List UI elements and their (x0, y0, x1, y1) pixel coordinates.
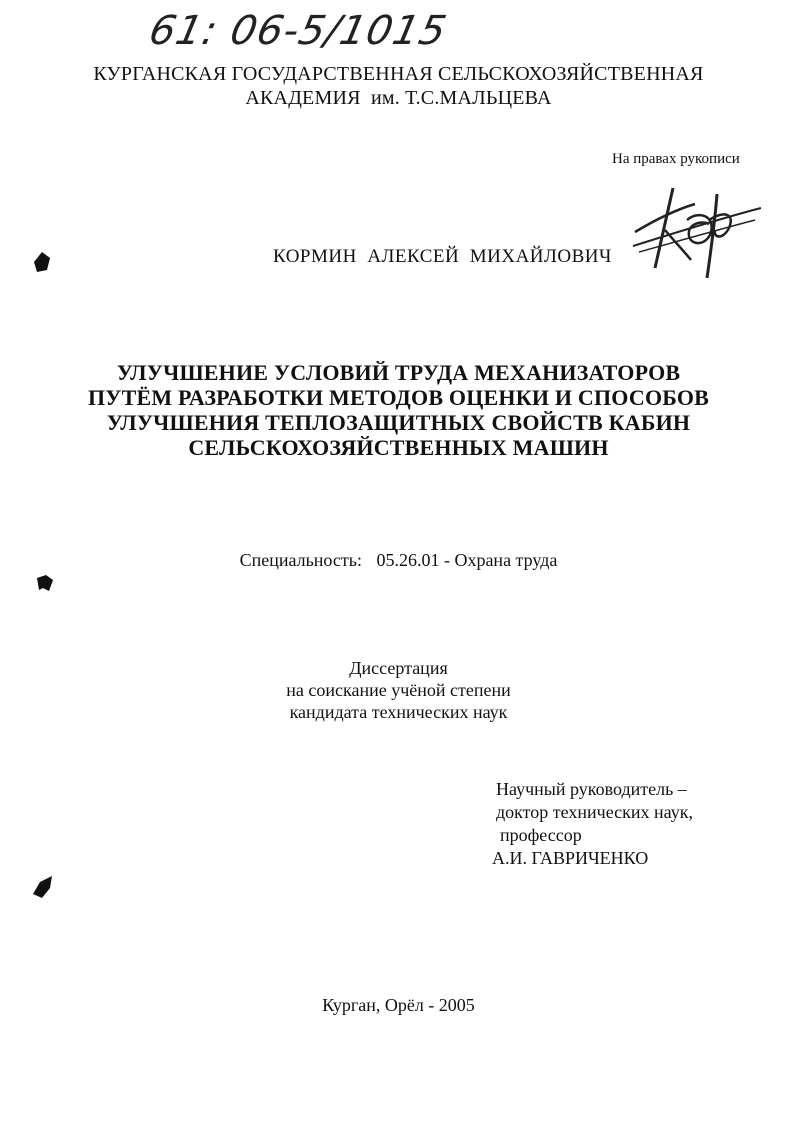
degree-line: Диссертация (349, 658, 448, 678)
title-line: УЛУЧШЕНИЯ ТЕПЛОЗАЩИТНЫХ СВОЙСТВ КАБИН (106, 410, 691, 435)
title-line: ПУТЁМ РАЗРАБОТКИ МЕТОДОВ ОЦЕНКИ И СПОСОБОВ (87, 385, 710, 410)
author-name: КОРМИН АЛЕКСЕЙ МИХАЙЛОВИЧ (273, 246, 612, 267)
degree-line: кандидата технических наук (289, 702, 508, 722)
supervisor-line: Научный руководитель – (496, 779, 687, 799)
supervisor-name: А.И. ГАВРИЧЕНКО (492, 848, 649, 868)
scan-mark-icon (34, 572, 56, 594)
signature-image (625, 180, 765, 280)
supervisor-block (492, 778, 693, 870)
institution-header (0, 62, 797, 110)
scan-mark-icon (30, 872, 56, 900)
title-line: СЕЛЬСКОХОЗЯЙСТВЕННЫХ МАШИН (188, 435, 609, 460)
title-line: УЛУЧШЕНИЕ УСЛОВИЙ ТРУДА МЕХАНИЗАТОРОВ (116, 360, 681, 385)
institution-line-2: АКАДЕМИЯ им. Т.С.МАЛЬЦЕВА (245, 87, 552, 109)
specialty (0, 550, 797, 571)
archive-code: 61: 06-5/1015 (145, 8, 452, 54)
supervisor-line: доктор технических наук, (496, 802, 693, 822)
degree-block (0, 657, 797, 723)
degree-line: на соискание учёной степени (286, 680, 511, 700)
specialty-label: Специальность: (239, 550, 362, 570)
place-year: Курган, Орёл - 2005 (322, 995, 475, 1015)
rights-note: На правах рукописи (612, 151, 740, 167)
dissertation-title (0, 360, 797, 460)
scan-mark-icon (30, 248, 54, 274)
institution-line-1: КУРГАНСКАЯ ГОСУДАРСТВЕННАЯ СЕЛЬСКОХОЗЯЙСТВЕННАЯ (93, 63, 704, 85)
specialty-value: 05.26.01 - Охрана труда (376, 550, 558, 570)
supervisor-line: профессор (500, 825, 582, 845)
